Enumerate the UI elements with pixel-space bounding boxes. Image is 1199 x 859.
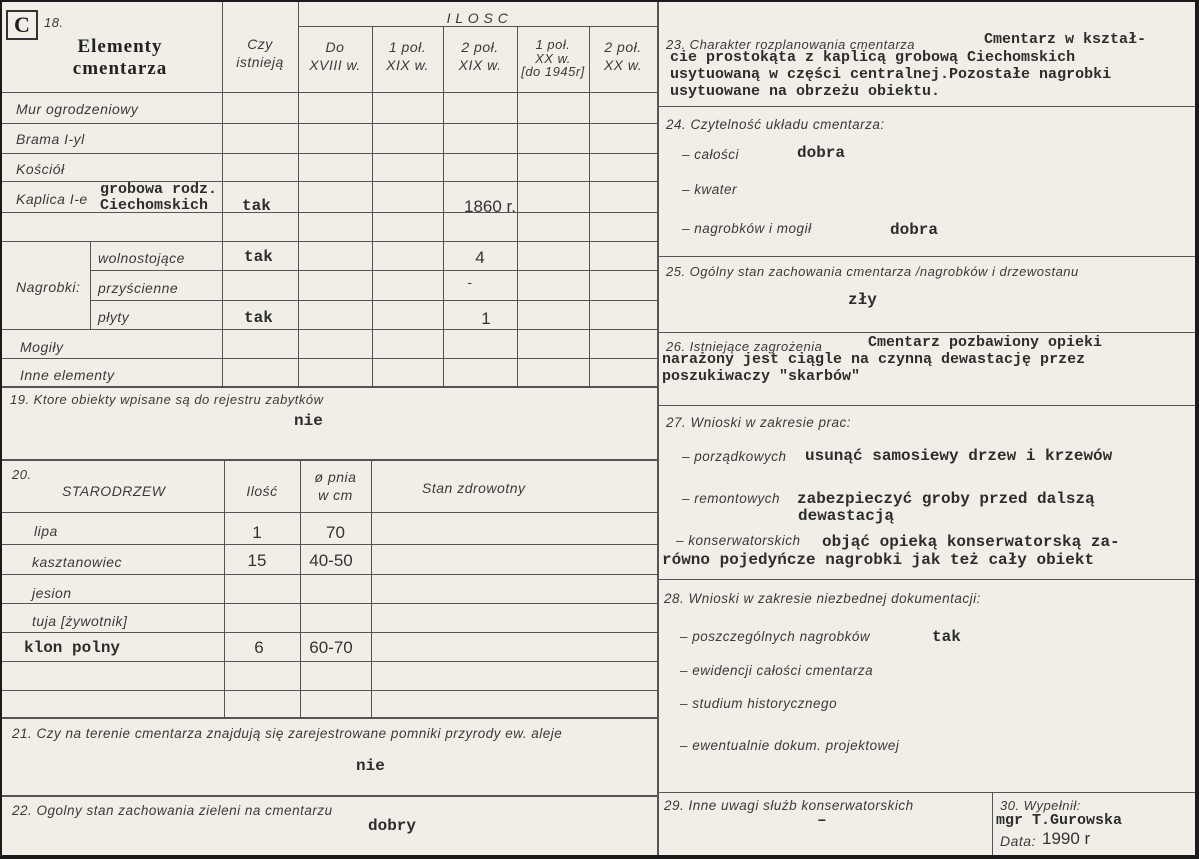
works-repair-value: zabezpieczyć groby przed dalszą <box>797 490 1095 508</box>
section26-value: poszukiwaczy "skarbów" <box>662 368 861 385</box>
col-header-count: Ilość <box>246 483 278 499</box>
rule <box>658 792 1195 793</box>
slabs-exists: tak <box>244 309 273 327</box>
rule <box>2 358 657 359</box>
rule <box>658 256 1195 257</box>
wallmounted-count: - <box>467 274 473 290</box>
row-label-church: Kościół <box>16 161 65 177</box>
rule-v <box>443 26 444 387</box>
rule <box>2 123 657 124</box>
legibility-graves-value: dobra <box>890 221 939 239</box>
rule <box>658 332 1195 333</box>
rule-v <box>224 460 225 718</box>
tree-name: klon polny <box>24 639 121 657</box>
rule <box>2 329 657 330</box>
date-label: Data: <box>1000 833 1036 849</box>
freestanding-count: 4 <box>475 248 485 267</box>
section24-label: 24. Czytelność układu cmentarza: <box>666 117 885 132</box>
tree-name: jesion <box>32 585 72 601</box>
section21-value: nie <box>356 757 385 775</box>
logo-underline <box>6 38 38 40</box>
section19-value: nie <box>294 412 323 430</box>
docs-item-label: – studium historycznego <box>680 696 838 711</box>
section28-label: 28. Wnioski w zakresie niezbednej dokumentacji: <box>664 591 981 606</box>
section29-label: 29. Inne uwagi służb konserwatorskich <box>664 798 914 813</box>
tree-diameter: 40-50 <box>309 551 353 570</box>
section22-value: dobry <box>368 817 417 835</box>
rule <box>2 512 657 513</box>
rule-v <box>589 26 590 387</box>
document-card <box>2 2 1195 855</box>
rule <box>2 632 657 633</box>
col-header-period: 1 poł. XX w. [do 1945r] <box>521 37 585 80</box>
section30-label: 30. Wypełnił: <box>1000 798 1081 813</box>
docs-item-label: – poszczególnych nagrobków <box>680 629 871 644</box>
docs-item-label: – ewentualnie dokum. projektowej <box>680 738 900 753</box>
row-label-gate: Brama I-yl <box>16 131 85 147</box>
rule <box>2 795 657 797</box>
section26-value: narażony jest ciągle na czynną dewastację przez <box>662 351 1086 368</box>
section-number: 18. <box>44 15 64 30</box>
section23-value: Cmentarz w kształ- <box>984 31 1147 48</box>
section27-label: 27. Wnioski w zakresie prac: <box>666 415 852 430</box>
section22-label: 22. Ogolny stan zachowania zieleni na cmentarzu <box>12 803 333 818</box>
col-header-diameter: ø pnia w cm <box>314 469 357 504</box>
works-conserv-label: – konserwatorskich <box>676 533 801 548</box>
tree-diameter: 70 <box>326 523 345 542</box>
row-label-chapel: Kaplica I-e <box>16 191 88 207</box>
section20-number: 20. <box>12 467 32 482</box>
legibility-whole-value: dobra <box>797 144 846 162</box>
section29-value: – <box>817 811 827 829</box>
rule <box>2 544 657 545</box>
rule <box>2 574 657 575</box>
rule-v <box>992 792 993 855</box>
section19-label: 19. Ktore obiekty wpisane są do rejestru zabytków <box>10 392 324 407</box>
row-label-wallmounted: przyścienne <box>98 280 179 296</box>
rule <box>2 386 657 388</box>
docs-item-value: tak <box>932 628 961 646</box>
row-group-graves: Nagrobki: <box>16 279 81 295</box>
row-label-slabs: płyty <box>98 309 130 325</box>
rule <box>2 690 657 691</box>
rule-v <box>90 241 91 329</box>
section23-value: usytuowaną w części centralnej.Pozostałe nagrobki <box>670 66 1112 83</box>
center-divider <box>657 2 659 855</box>
legibility-whole-label: – całości <box>682 147 740 162</box>
rule <box>658 106 1195 107</box>
rule <box>658 405 1195 406</box>
tree-name: lipa <box>34 523 58 539</box>
col-header-period: 1 poł. XIX w. <box>386 39 429 74</box>
rule <box>90 300 657 301</box>
works-repair-value: dewastacją <box>798 507 895 525</box>
col-header-period: 2 poł. XX w. <box>603 39 643 74</box>
section25-label: 25. Ogólny stan zachowania cmentarza /nagrobków i drzewostanu <box>666 264 1079 279</box>
rule <box>90 270 657 271</box>
rule-v <box>517 26 518 387</box>
rule-v <box>372 26 373 387</box>
row-label-wall: Mur ogrodzeniowy <box>16 101 139 117</box>
row-label-freestanding: wolnostojące <box>98 250 185 266</box>
section23-value: usytuowane na obrzeżu obiektu. <box>670 83 941 100</box>
rule <box>2 153 657 154</box>
works-conserv-value: równo pojedyńcze nagrobki jak też cały obiekt <box>662 551 1095 569</box>
col-header-period: 2 poł. XIX w. <box>458 39 502 74</box>
tree-count: 1 <box>252 523 262 542</box>
tree-count: 15 <box>247 551 267 570</box>
docs-item-label: – ewidencji całości cmentarza <box>680 663 874 678</box>
date-value: 1990 r <box>1042 829 1091 848</box>
works-order-label: – porządkowych <box>682 449 787 464</box>
rule <box>2 717 657 719</box>
col-header-quantity: I L O S C <box>446 10 509 26</box>
row-label-mounds: Mogiły <box>20 339 64 355</box>
row-label-other: Inne elementy <box>20 367 115 383</box>
rule <box>2 92 657 93</box>
rule <box>298 26 657 27</box>
col-header-exists: Czy istnieją <box>236 36 284 71</box>
section21-label: 21. Czy na terenie cmentarza znajdują się zarejestrowane pomniki przyrody ew. aleje <box>12 726 563 741</box>
tree-name: kasztanowiec <box>32 554 123 570</box>
col-header-period: Do XVIII w. <box>309 39 361 74</box>
rule <box>658 579 1195 580</box>
rule <box>2 661 657 662</box>
freestanding-exists: tak <box>244 248 273 266</box>
rule <box>2 459 657 461</box>
legibility-graves-label: – nagrobków i mogił <box>682 221 812 236</box>
rule <box>2 241 657 242</box>
rule-v <box>371 460 372 718</box>
section23-value: cie prostokąta z kaplicą grobową Ciechomskich <box>670 49 1076 66</box>
section26-value: Cmentarz pozbawiony opieki <box>868 334 1103 351</box>
tree-count: 6 <box>254 638 264 657</box>
chapel-year: 1860 r. <box>464 197 516 216</box>
works-order-value: usunąć samosiewy drzew i krzewów <box>805 447 1113 465</box>
section25-value: zły <box>848 291 877 309</box>
works-conserv-value: objąć opieką konserwatorską za- <box>822 533 1120 551</box>
col-header-tree: STARODRZEW <box>62 483 166 499</box>
section-title: Elementy cmentarza <box>72 36 168 79</box>
works-repair-label: – remontowych <box>682 491 781 506</box>
chapel-exists: tak <box>242 197 271 215</box>
section23-label: 23. Charakter rozplanowania cmentarza <box>666 37 916 52</box>
col-header-health: Stan zdrowotny <box>422 480 526 496</box>
filled-by-value: mgr T.Gurowska <box>996 812 1123 829</box>
slabs-count: 1 <box>481 309 491 328</box>
legibility-quarters-label: – kwater <box>682 182 738 197</box>
tree-name: tuja [żywotnik] <box>32 613 128 629</box>
tree-diameter: 60-70 <box>309 638 353 657</box>
section26-label: 26. Istniejące zagrożenia <box>666 339 823 354</box>
form-letter-box: C <box>6 10 38 40</box>
rule <box>2 603 657 604</box>
chapel-note: grobowa rodz. Ciechomskich <box>100 181 218 214</box>
